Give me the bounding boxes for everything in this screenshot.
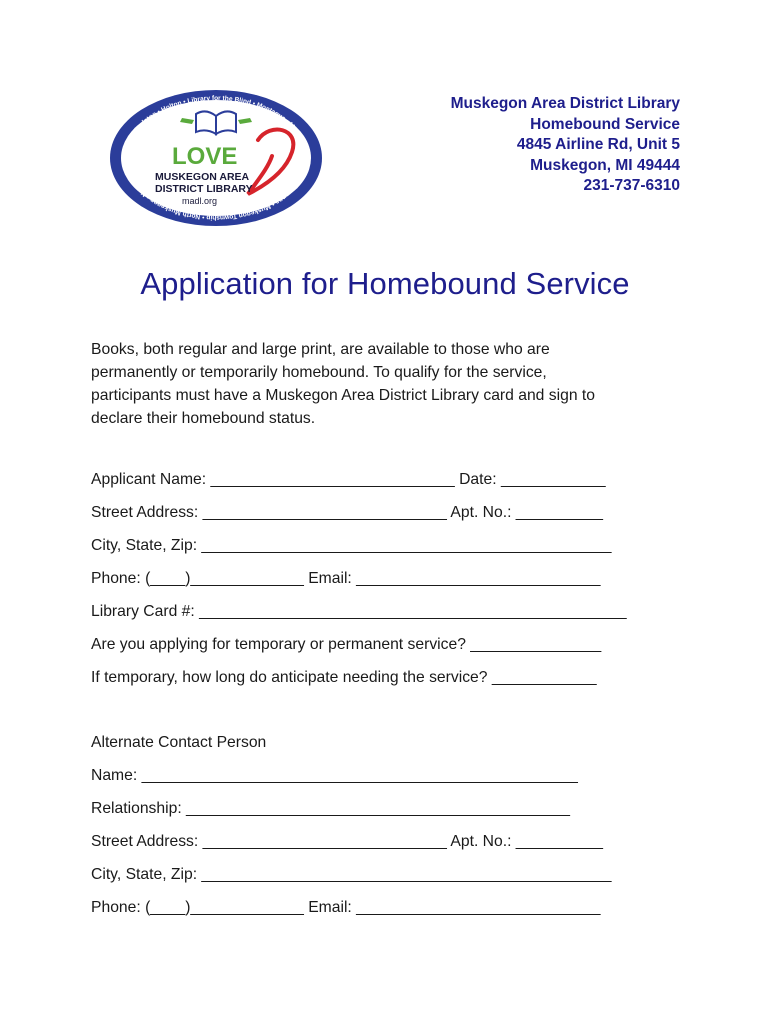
library-card-field[interactable]: Library Card #: _________________________________________________ [91, 603, 627, 620]
logo-line2: DISTRICT LIBRARY [155, 183, 253, 195]
intro-line: permanently or temporarily homebound. To qualify for the service, [91, 364, 547, 381]
service-duration-field[interactable]: If temporary, how long do anticipate needing the service? ____________ [91, 669, 597, 686]
intro-line: declare their homebound status. [91, 410, 316, 427]
address-line-street: 4845 Airline Rd, Unit 5 [516, 136, 680, 153]
logo-ring-text: Dalton • Egelston • Holton • Library for the Blind • Montague • Muskegon Heights • Ravenna • Muskegon Township • North Muskegon • Norton Shore [122, 94, 310, 222]
applicant-name-date-field[interactable]: Applicant Name: ____________________________ Date: ____________ [91, 471, 606, 488]
alternate-contact-heading: Alternate Contact Person [91, 734, 267, 751]
address-line-phone: 231-737-6310 [583, 177, 680, 194]
page-title: Application for Homebound Service [140, 266, 630, 301]
library-address [451, 94, 680, 197]
alt-city-state-zip-field[interactable]: City, State, Zip: _______________________________________________ [91, 866, 612, 883]
phone-email-field[interactable]: Phone: (____)_____________ Email: ____________________________ [91, 570, 601, 587]
intro-line: participants must have a Muskegon Area District Library card and sign to [91, 387, 595, 404]
intro-line: Books, both regular and large print, are available to those who are [91, 341, 550, 358]
library-logo-graphic [108, 88, 324, 228]
street-address-apt-field[interactable]: Street Address: ____________________________ Apt. No.: __________ [91, 504, 604, 521]
address-line-name: Muskegon Area District Library [450, 95, 680, 112]
alt-name-field[interactable]: Name: __________________________________________________ [91, 767, 578, 784]
city-state-zip-field[interactable]: City, State, Zip: _______________________________________________ [91, 537, 612, 554]
address-line-service: Homebound Service [530, 115, 680, 133]
alt-phone-email-field[interactable]: Phone: (____)_____________ Email: ____________________________ [91, 899, 601, 916]
alt-relationship-field[interactable]: Relationship: ____________________________________________ [91, 800, 570, 817]
logo-love-text: LOVE [172, 143, 238, 170]
logo-url: madl.org [182, 196, 218, 206]
intro-paragraph [91, 338, 681, 430]
alt-street-address-field[interactable]: Street Address: ____________________________ Apt. No.: __________ [91, 833, 604, 850]
address-line-city: Muskegon, MI 49444 [530, 156, 680, 174]
logo-line1: MUSKEGON AREA [155, 171, 250, 183]
service-type-field[interactable]: Are you applying for temporary or permanent service? _______________ [91, 636, 602, 653]
library-logo [108, 88, 324, 228]
